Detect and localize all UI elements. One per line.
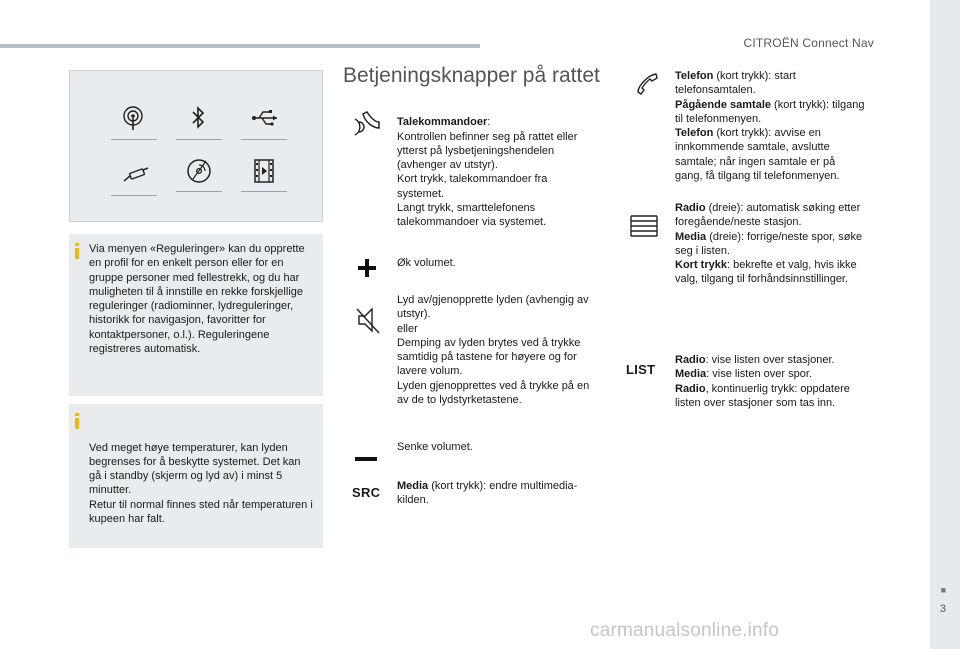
minus-icon [355, 450, 377, 468]
info-box-profiles [69, 234, 323, 396]
section-title: Betjeningsknapper på rattet [343, 64, 600, 87]
info-icon [75, 243, 79, 257]
phone-description: Telefon (kort trykk): start telefonsamtalen. Pågående samtale (kort trykk): tilgang til telefonmenyen. Telefon (kort trykk): avvise en innkommende samtale, avslutte samtale; når ingen samtale er på gang, få tilgang til telefonmenyen. [675, 70, 865, 183]
list-description: Radio: vise listen over stasjoner. Media: vise listen over spor. Radio, kontinuerlig trykk: oppdatere listen over stasjoner som tas inn. [675, 354, 850, 409]
voice-command-icon [351, 108, 383, 145]
info-box-text: Via menyen «Reguleringer» kan du opprette en profil for en enkelt person eller for en gruppe personer med fellestrekk, og du har muligheten til å innstille en rekke forskjellige reguleringer (radiominner, lydreguleringer, historikk for navigasjon, favoritter for kontaktpersoner, o.l.). Reguleringene registreres automatisk. [89, 243, 305, 356]
aux-jack-icon [115, 161, 151, 191]
thumbwheel-icon [628, 213, 660, 244]
voice-command-description: Talekommandoer: Kontrollen befinner seg på rattet eller ytterst på lysbetjeningshendelen (avhenger av utstyr). Kort trykk, talekommandoer fra systemet. Langt trykk, smarttelefonens talekommandoer via systemet. [397, 116, 578, 229]
media-source-icon-panel [69, 70, 323, 222]
header-rule [0, 44, 480, 48]
info-box-temperature [69, 404, 323, 548]
info-box-text: Ved meget høye temperaturer, kan lyden begrenses for å beskytte systemet. Det kan gå i standby (skjerm og lyd av) i minst 5 minutter. Retur til normal finnes sted når temperaturen i kupeen har falt. [89, 441, 313, 526]
mute-icon [355, 305, 381, 340]
thumbwheel-description: Radio (dreie): automatisk søking etter foregående/neste stasjon. Media (dreie): forrige/neste spor, søke seg i listen. Kort trykk: bekrefte et valg, hvis ikke valg, tilgang til forhåndsinnstillinger. [675, 202, 863, 286]
mute-description: Lyd av/gjenopprette lyden (avhengig av utstyr). eller Demping av lyden brytes ved å trykke samtidig på tastene for høyere og for lavere volum. Lyden gjenopprettes ved å trykke på en av de to lydstyrketastene. [397, 294, 590, 407]
volume-down-description: Senke volumet. [397, 441, 473, 453]
continue-marker: ■ [940, 585, 946, 595]
page-edge-strip [930, 0, 960, 649]
src-description: Media (kort trykk): endre multimedia-kilden. [397, 480, 578, 507]
page-number: 3 [939, 603, 946, 615]
video-icon [245, 157, 281, 187]
voice-command-label: Talekommandoer [397, 116, 488, 129]
list-button-label: LIST [626, 362, 656, 377]
usb-icon [245, 105, 281, 135]
cd-icon [180, 157, 216, 187]
phone-icon [634, 70, 660, 101]
src-button-label: SRC [352, 485, 381, 500]
info-icon [75, 413, 79, 427]
plus-icon [357, 258, 377, 283]
watermark-text: carmanualsonline.info [590, 620, 780, 641]
volume-up-description: Øk volumet. [397, 257, 456, 269]
bluetooth-icon [180, 105, 216, 135]
manual-title: CITROËN Connect Nav [743, 36, 874, 50]
radio-podcast-icon [115, 105, 151, 135]
